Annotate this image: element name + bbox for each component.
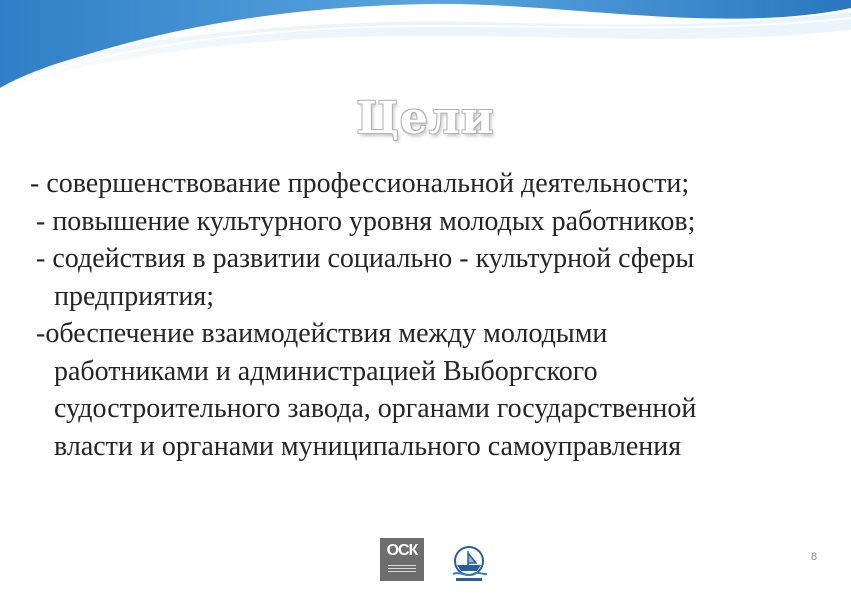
goal-item (36, 203, 830, 241)
goal-line: -обеспечение взаимодействия между молодыми (36, 318, 608, 349)
header-wave-decoration (0, 0, 851, 90)
goal-item (36, 240, 830, 315)
goal-line: - совершенствование профессиональной деятельности; (30, 168, 690, 199)
osk-logo (380, 538, 424, 581)
slide-title: Цели (356, 93, 495, 144)
goal-item (30, 165, 830, 203)
osk-logo-mark: ОСК (386, 542, 418, 559)
goal-line: работниками и администрацией Выборгского (54, 355, 598, 387)
ship-emblem-logo (448, 544, 490, 584)
goal-line: - содействия в развитии социально - культурной сферы (36, 243, 695, 274)
goal-line: судостроительного завода, органами государственной (54, 393, 697, 424)
goal-line: - повышение культурного уровня молодых работников; (36, 205, 696, 237)
goal-line: власти и органами муниципального самоуправления (54, 430, 682, 462)
goal-item (36, 315, 830, 465)
page-number: 8 (811, 551, 818, 563)
osk-logo-caption (388, 565, 416, 574)
goal-line: предприятия; (54, 280, 215, 312)
goals-list (30, 165, 830, 465)
